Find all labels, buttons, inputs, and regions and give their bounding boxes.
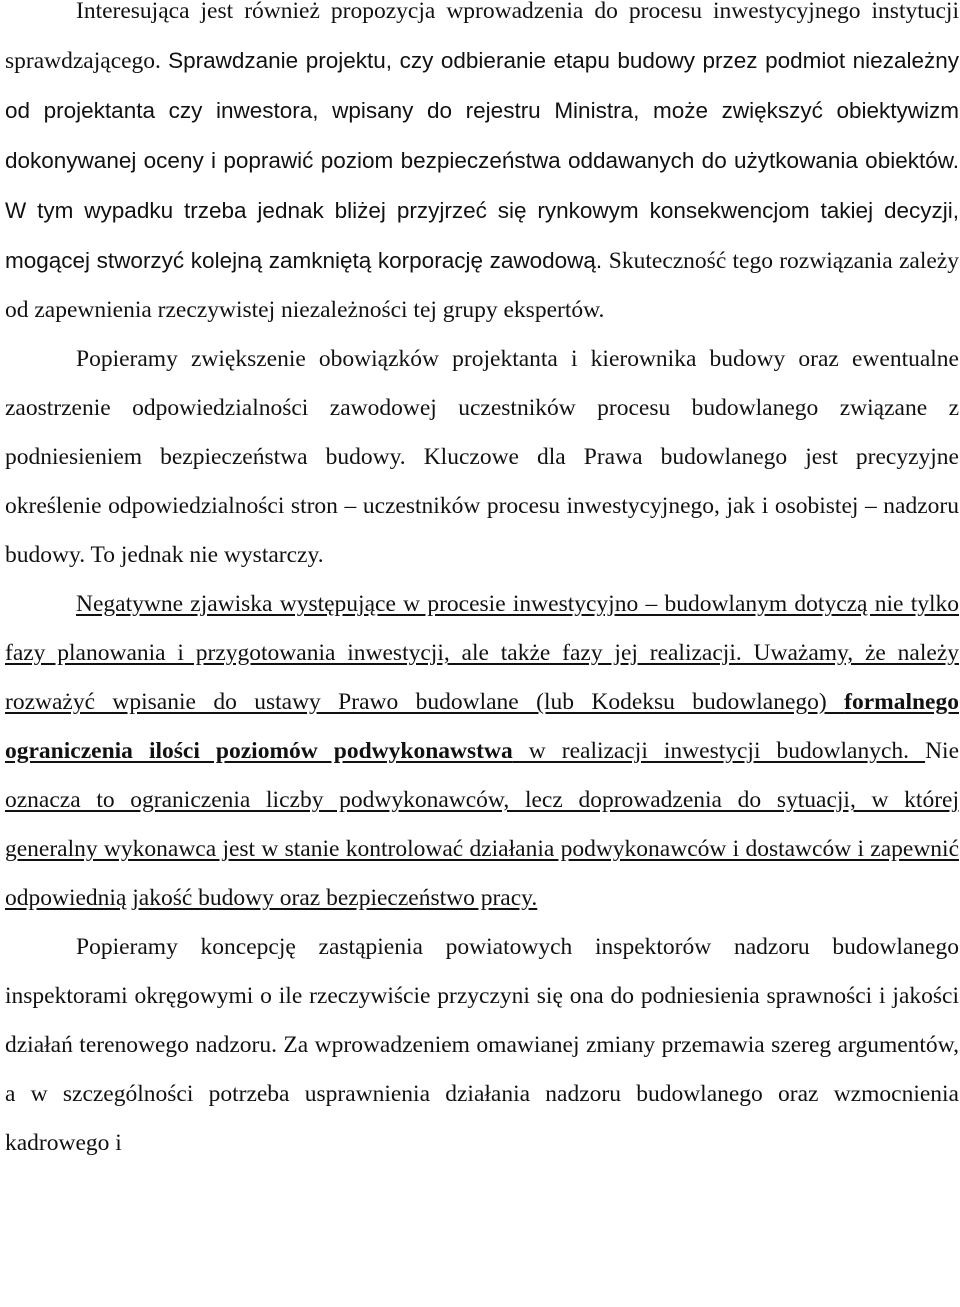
paragraph-3-text-a: Negatywne zjawiska występujące w procesie inwestycyjno – budowlanym dotyczą nie tylko fazy planowania i przygotowania inwestycji, ale także fazy jej realizacji. Uważamy, że należy rozważyć wpisanie do ustawy Prawo budowlane (lub Kodeksu budowlanego) bbox=[5, 591, 959, 715]
paragraph-podwykonawstwo bbox=[5, 580, 959, 923]
paragraph-inspektorzy bbox=[5, 923, 959, 1168]
paragraph-3-text-c: oznacza to ograniczenia liczby podwykonawców, lecz doprowadzenia do sytuacji, w której generalny wykonawca jest w stanie kontrolować działania podwykonawców i dostawców i zapewnić odpowiednią jakość budowy oraz bezpieczeństwo pracy. bbox=[5, 787, 959, 911]
paragraph-1-text-b: Sprawdzanie projektu, czy odbieranie etapu budowy przez podmiot niezależny od projektanta czy inwestora, wpisany do rejestru Ministra, może zwiększyć obiektywizm dokonywanej oceny i poprawić poziom bezpieczeństwa oddawanych do użytkowania obiektów. W tym wypadku trzeba jednak bliżej przyjrzeć się rynkowym konsekwencjom takiej decyzji, mogącej stworzyć kolejną zamkniętą korporację zawodową. bbox=[5, 48, 959, 273]
paragraph-odpowiedzialnosc bbox=[5, 335, 959, 580]
paragraph-sprawdzajacy bbox=[5, 0, 959, 335]
paragraph-1-text-a: Interesująca jest również propozycja wprowadzenia do procesu inwestycyjnego instytucji sprawdzającego. bbox=[5, 0, 959, 74]
paragraph-1-text-c: Skuteczność tego rozwiązania zależy od zapewnienia rzeczywistej niezależności tej grupy ekspertów. bbox=[5, 248, 959, 323]
paragraph-3-bold-text: formalnego ograniczenia ilości poziomów podwykonawstwa bbox=[5, 689, 959, 764]
paragraph-3-text-b: w realizacji inwestycji budowlanych. bbox=[512, 738, 926, 764]
paragraph-4-text: Popieramy koncepcję zastąpienia powiatowych inspektorów nadzoru budowlanego inspektorami okręgowymi o ile rzeczywiście przyczyni się ona do podniesienia sprawności i jakości działań terenowego nadzoru. Za wprowadzeniem omawianej zmiany przemawia szereg argumentów, a w szczególności potrzeba usprawnienia działania nadzoru budowlanego oraz wzmocnienia kadrowego i bbox=[5, 934, 959, 1156]
paragraph-2-text: Popieramy zwiększenie obowiązków projektanta i kierownika budowy oraz ewentualne zaostrzenie odpowiedzialności zawodowej uczestników procesu budowlanego związane z podniesieniem bezpieczeństwa budowy. Kluczowe dla Prawa budowlanego jest precyzyjne określenie odpowiedzialności stron – uczestników procesu inwestycyjnego, jak i osobistej – nadzoru budowy. To jednak nie wystarczy. bbox=[5, 346, 959, 568]
document-body bbox=[5, 0, 959, 1168]
paragraph-3-plain-text: Nie bbox=[925, 738, 959, 764]
